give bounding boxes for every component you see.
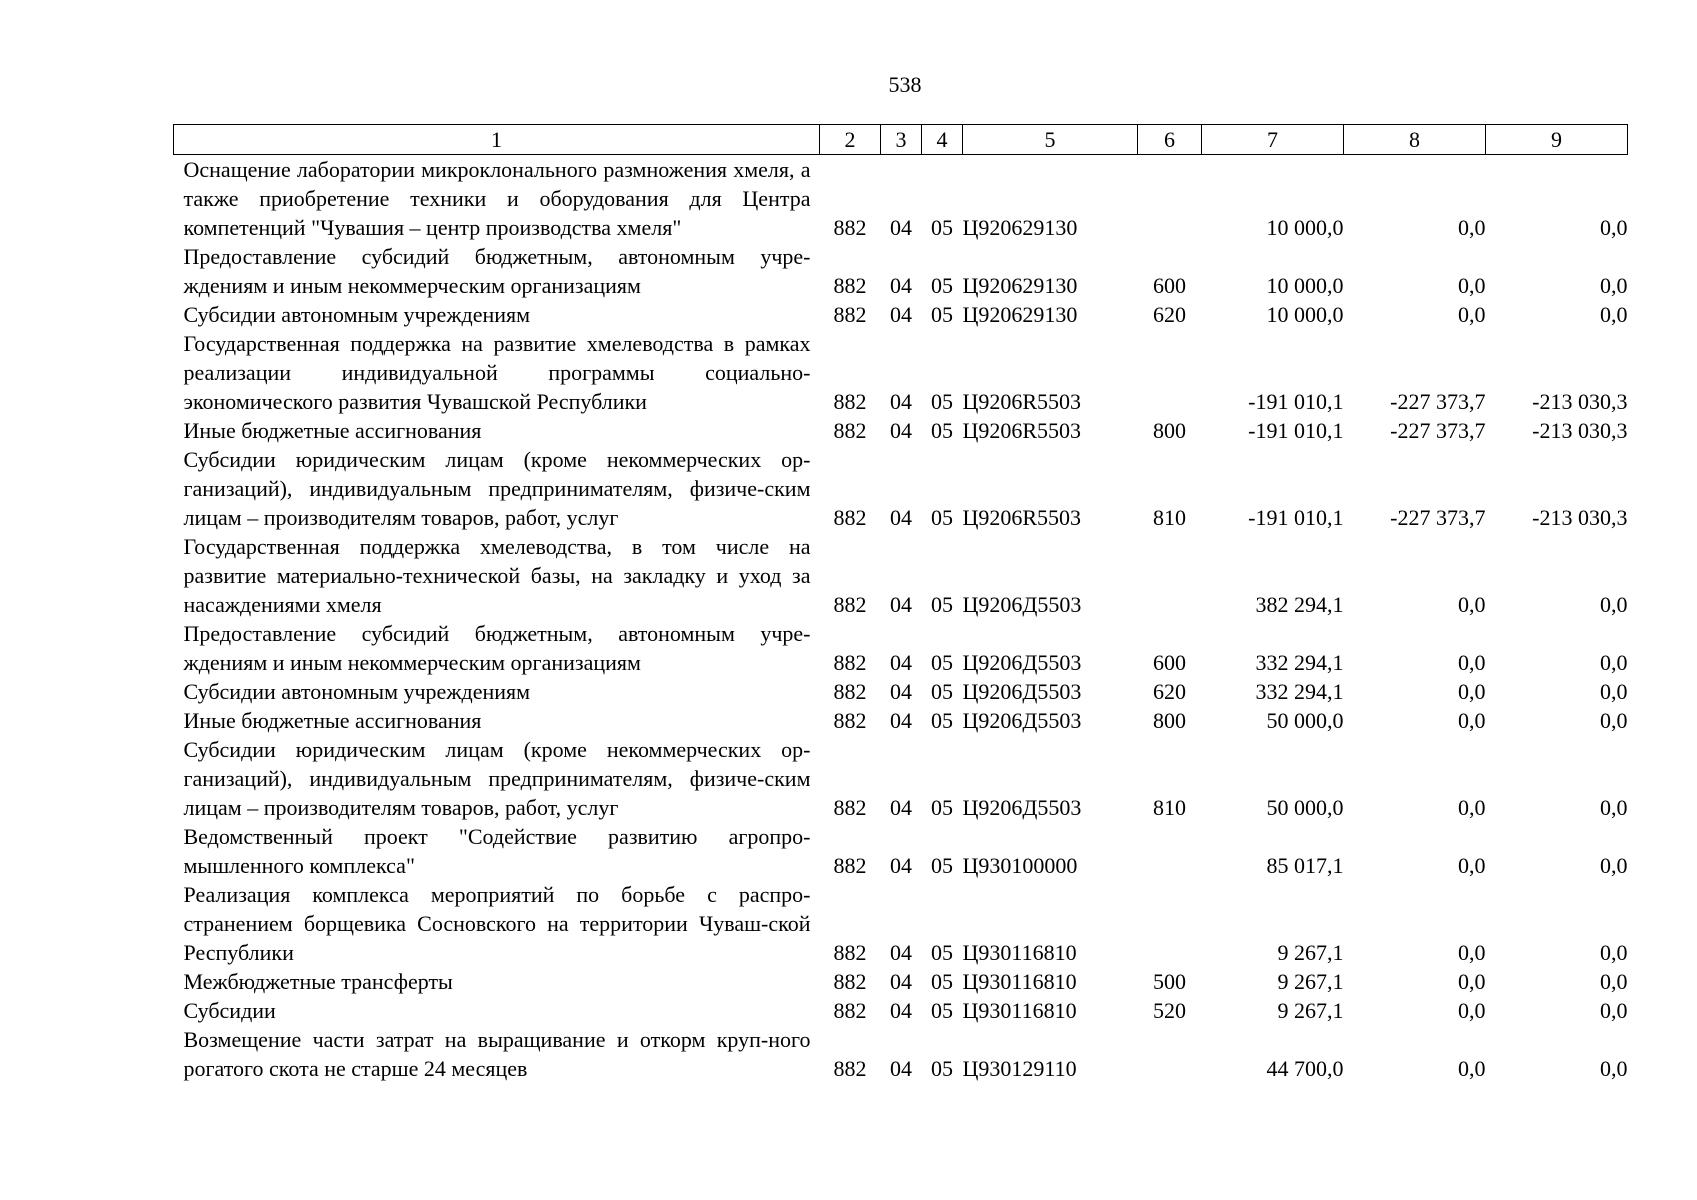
expense-type-code bbox=[1138, 155, 1202, 243]
budget-table bbox=[173, 124, 1628, 1083]
header-row bbox=[174, 125, 1628, 155]
ministry-code: 882 bbox=[833, 969, 867, 994]
table-row bbox=[174, 416, 1628, 445]
target-article-code: Ц9206Д5503 bbox=[962, 708, 1082, 733]
target-article-code: Ц930100000 bbox=[962, 853, 1078, 878]
amount-col-8: 0,0 bbox=[1458, 708, 1486, 733]
ministry-code: 882 bbox=[833, 998, 867, 1023]
ministry-code: 882 bbox=[833, 592, 867, 617]
target-article-code: Ц920629130 bbox=[962, 273, 1078, 298]
expense-type-code: 800 bbox=[1153, 418, 1186, 443]
ministry-code: 882 bbox=[833, 708, 867, 733]
row-description: Субсидии bbox=[183, 998, 276, 1023]
amount-col-9: 0,0 bbox=[1600, 215, 1628, 240]
amount-col-8: 0,0 bbox=[1458, 940, 1486, 965]
table-row bbox=[174, 445, 1628, 532]
amount-col-9: -213 030,3 bbox=[1532, 389, 1628, 414]
section-code: 04 bbox=[890, 795, 912, 820]
ministry-code: 882 bbox=[833, 795, 867, 820]
amount-col-9: 0,0 bbox=[1600, 273, 1628, 298]
section-code: 04 bbox=[890, 650, 912, 675]
table-row bbox=[174, 677, 1628, 706]
amount-col-9: 0,0 bbox=[1600, 795, 1628, 820]
section-code: 04 bbox=[890, 215, 912, 240]
section-code: 04 bbox=[890, 969, 912, 994]
subsection-code: 05 bbox=[931, 998, 953, 1023]
amount-col-7: 382 294,1 bbox=[1255, 592, 1344, 617]
subsection-code: 05 bbox=[931, 679, 953, 704]
row-description: Государственная поддержка на развитие хмелеводства в рамках реализации индивидуальной программы социально-экономического развития Чувашской Республики bbox=[183, 331, 811, 414]
section-code: 04 bbox=[890, 592, 912, 617]
header-cell-4: 4 bbox=[922, 125, 963, 155]
table-body bbox=[174, 155, 1628, 1084]
target-article-code: Ц920629130 bbox=[962, 215, 1078, 240]
amount-col-9: 0,0 bbox=[1600, 940, 1628, 965]
amount-col-9: 0,0 bbox=[1600, 650, 1628, 675]
row-description: Оснащение лаборатории микроклонального размножения хмеля, а также приобретение техники и оборудования для Центра компетенций "Чувашия – центр производства хмеля" bbox=[183, 157, 811, 240]
amount-col-8: 0,0 bbox=[1458, 853, 1486, 878]
ministry-code: 882 bbox=[833, 418, 867, 443]
row-description: Субсидии автономным учреждениям bbox=[183, 679, 531, 704]
row-description: Реализация комплекса мероприятий по борьбе с распро-странением борщевика Сосновского на территории Чуваш-ской Республики bbox=[183, 882, 811, 965]
section-code: 04 bbox=[890, 418, 912, 443]
target-article-code: Ц930116810 bbox=[962, 940, 1077, 965]
subsection-code: 05 bbox=[931, 1056, 953, 1081]
header-cell-1: 1 bbox=[174, 125, 820, 155]
target-article-code: Ц9206R5503 bbox=[962, 418, 1082, 443]
table-header bbox=[174, 125, 1628, 155]
amount-col-7: -191 010,1 bbox=[1248, 389, 1344, 414]
target-article-code: Ц9206Д5503 bbox=[962, 592, 1082, 617]
expense-type-code bbox=[1138, 532, 1202, 619]
expense-type-code bbox=[1138, 329, 1202, 416]
subsection-code: 05 bbox=[931, 650, 953, 675]
table-row bbox=[174, 706, 1628, 735]
amount-col-8: -227 373,7 bbox=[1390, 505, 1486, 530]
amount-col-8: 0,0 bbox=[1458, 650, 1486, 675]
ministry-code: 882 bbox=[833, 940, 867, 965]
table-row bbox=[174, 822, 1628, 880]
amount-col-7: 10 000,0 bbox=[1266, 215, 1344, 240]
amount-col-9: 0,0 bbox=[1600, 1056, 1628, 1081]
header-cell-3: 3 bbox=[881, 125, 922, 155]
row-description: Государственная поддержка хмелеводства, в том числе на развитие материально-технической базы, на закладку и уход за насаждениями хмеля bbox=[183, 534, 811, 617]
subsection-code: 05 bbox=[931, 969, 953, 994]
subsection-code: 05 bbox=[931, 708, 953, 733]
table-row bbox=[174, 242, 1628, 300]
target-article-code: Ц9206Д5503 bbox=[962, 650, 1082, 675]
table-row bbox=[174, 155, 1628, 243]
amount-col-7: 50 000,0 bbox=[1266, 795, 1344, 820]
expense-type-code bbox=[1138, 822, 1202, 880]
amount-col-9: 0,0 bbox=[1600, 302, 1628, 327]
amount-col-8: -227 373,7 bbox=[1390, 389, 1486, 414]
target-article-code: Ц920629130 bbox=[962, 302, 1078, 327]
ministry-code: 882 bbox=[833, 650, 867, 675]
amount-col-7: 85 017,1 bbox=[1266, 853, 1344, 878]
section-code: 04 bbox=[890, 1056, 912, 1081]
amount-col-7: -191 010,1 bbox=[1248, 505, 1344, 530]
subsection-code: 05 bbox=[931, 853, 953, 878]
amount-col-9: 0,0 bbox=[1600, 592, 1628, 617]
expense-type-code bbox=[1138, 1025, 1202, 1083]
expense-type-code: 800 bbox=[1153, 708, 1186, 733]
section-code: 04 bbox=[890, 998, 912, 1023]
ministry-code: 882 bbox=[833, 853, 867, 878]
amount-col-8: 0,0 bbox=[1458, 679, 1486, 704]
ministry-code: 882 bbox=[833, 1056, 867, 1081]
header-cell-8: 8 bbox=[1344, 125, 1486, 155]
amount-col-9: 0,0 bbox=[1600, 679, 1628, 704]
header-cell-6: 6 bbox=[1138, 125, 1202, 155]
row-description: Иные бюджетные ассигнования bbox=[183, 708, 482, 733]
table-row bbox=[174, 880, 1628, 967]
table-row bbox=[174, 532, 1628, 619]
amount-col-9: 0,0 bbox=[1600, 853, 1628, 878]
header-cell-9: 9 bbox=[1486, 125, 1628, 155]
expense-type-code: 600 bbox=[1153, 273, 1186, 298]
subsection-code: 05 bbox=[931, 302, 953, 327]
amount-col-7: 9 267,1 bbox=[1277, 969, 1344, 994]
expense-type-code: 520 bbox=[1153, 998, 1186, 1023]
expense-type-code: 600 bbox=[1153, 650, 1186, 675]
row-description: Субсидии автономным учреждениям bbox=[183, 302, 531, 327]
amount-col-8: 0,0 bbox=[1458, 215, 1486, 240]
table-row bbox=[174, 735, 1628, 822]
amount-col-7: 9 267,1 bbox=[1277, 998, 1344, 1023]
section-code: 04 bbox=[890, 940, 912, 965]
subsection-code: 05 bbox=[931, 389, 953, 414]
amount-col-9: 0,0 bbox=[1600, 998, 1628, 1023]
amount-col-8: 0,0 bbox=[1458, 969, 1486, 994]
table-row bbox=[174, 300, 1628, 329]
amount-col-7: 9 267,1 bbox=[1277, 940, 1344, 965]
row-description: Субсидии юридическим лицам (кроме некоммерческих ор-ганизаций), индивидуальным предпринимателям, физиче-ским лицам – производителям товаров, работ, услуг bbox=[183, 737, 811, 820]
target-article-code: Ц9206Д5503 bbox=[962, 679, 1082, 704]
table-row bbox=[174, 1025, 1628, 1083]
row-description: Субсидии юридическим лицам (кроме некоммерческих ор-ганизаций), индивидуальным предпринимателям, физиче-ским лицам – производителям товаров, работ, услуг bbox=[183, 447, 811, 530]
amount-col-8: 0,0 bbox=[1458, 795, 1486, 820]
section-code: 04 bbox=[890, 679, 912, 704]
amount-col-9: -213 030,3 bbox=[1532, 418, 1628, 443]
amount-col-9: 0,0 bbox=[1600, 969, 1628, 994]
table-row bbox=[174, 996, 1628, 1025]
amount-col-7: 332 294,1 bbox=[1255, 679, 1344, 704]
header-cell-7: 7 bbox=[1202, 125, 1344, 155]
target-article-code: Ц930116810 bbox=[962, 969, 1077, 994]
subsection-code: 05 bbox=[931, 418, 953, 443]
section-code: 04 bbox=[890, 708, 912, 733]
amount-col-8: 0,0 bbox=[1458, 998, 1486, 1023]
amount-col-7: 50 000,0 bbox=[1266, 708, 1344, 733]
section-code: 04 bbox=[890, 302, 912, 327]
ministry-code: 882 bbox=[833, 389, 867, 414]
row-description: Межбюджетные трансферты bbox=[183, 969, 453, 994]
header-cell-2: 2 bbox=[820, 125, 881, 155]
table-row bbox=[174, 967, 1628, 996]
ministry-code: 882 bbox=[833, 302, 867, 327]
subsection-code: 05 bbox=[931, 940, 953, 965]
amount-col-9: 0,0 bbox=[1600, 708, 1628, 733]
amount-col-7: 332 294,1 bbox=[1255, 650, 1344, 675]
target-article-code: Ц9206Д5503 bbox=[962, 795, 1082, 820]
expense-type-code: 500 bbox=[1153, 969, 1186, 994]
amount-col-8: 0,0 bbox=[1458, 592, 1486, 617]
target-article-code: Ц930129110 bbox=[962, 1056, 1077, 1081]
amount-col-8: 0,0 bbox=[1458, 1056, 1486, 1081]
amount-col-8: 0,0 bbox=[1458, 273, 1486, 298]
expense-type-code: 810 bbox=[1153, 505, 1186, 530]
section-code: 04 bbox=[890, 389, 912, 414]
expense-type-code: 620 bbox=[1153, 302, 1186, 327]
ministry-code: 882 bbox=[833, 679, 867, 704]
row-description: Предоставление субсидий бюджетным, автономным учре-ждениям и иным некоммерческим организациям bbox=[183, 244, 811, 298]
target-article-code: Ц930116810 bbox=[962, 998, 1077, 1023]
row-description: Предоставление субсидий бюджетным, автономным учре-ждениям и иным некоммерческим организациям bbox=[183, 621, 811, 675]
ministry-code: 882 bbox=[833, 215, 867, 240]
subsection-code: 05 bbox=[931, 215, 953, 240]
table-row bbox=[174, 619, 1628, 677]
header-cell-5: 5 bbox=[963, 125, 1138, 155]
row-description: Иные бюджетные ассигнования bbox=[183, 418, 482, 443]
ministry-code: 882 bbox=[833, 505, 867, 530]
amount-col-7: 44 700,0 bbox=[1266, 1056, 1344, 1081]
subsection-code: 05 bbox=[931, 505, 953, 530]
amount-col-9: -213 030,3 bbox=[1532, 505, 1628, 530]
expense-type-code: 810 bbox=[1153, 795, 1186, 820]
amount-col-7: 10 000,0 bbox=[1266, 273, 1344, 298]
amount-col-8: -227 373,7 bbox=[1390, 418, 1486, 443]
amount-col-7: 10 000,0 bbox=[1266, 302, 1344, 327]
section-code: 04 bbox=[890, 853, 912, 878]
subsection-code: 05 bbox=[931, 592, 953, 617]
amount-col-7: -191 010,1 bbox=[1248, 418, 1344, 443]
expense-type-code: 620 bbox=[1153, 679, 1186, 704]
expense-type-code bbox=[1138, 880, 1202, 967]
row-description: Ведомственный проект "Содействие развитию агропро-мышленного комплекса" bbox=[183, 824, 811, 878]
ministry-code: 882 bbox=[833, 273, 867, 298]
target-article-code: Ц9206R5503 bbox=[962, 505, 1082, 530]
section-code: 04 bbox=[890, 273, 912, 298]
section-code: 04 bbox=[890, 505, 912, 530]
amount-col-8: 0,0 bbox=[1458, 302, 1486, 327]
subsection-code: 05 bbox=[931, 795, 953, 820]
table-row bbox=[174, 329, 1628, 416]
row-description: Возмещение части затрат на выращивание и откорм круп-ного рогатого скота не старше 24 месяцев bbox=[183, 1027, 811, 1081]
subsection-code: 05 bbox=[931, 273, 953, 298]
page-number: 538 bbox=[888, 72, 922, 97]
target-article-code: Ц9206R5503 bbox=[962, 389, 1082, 414]
